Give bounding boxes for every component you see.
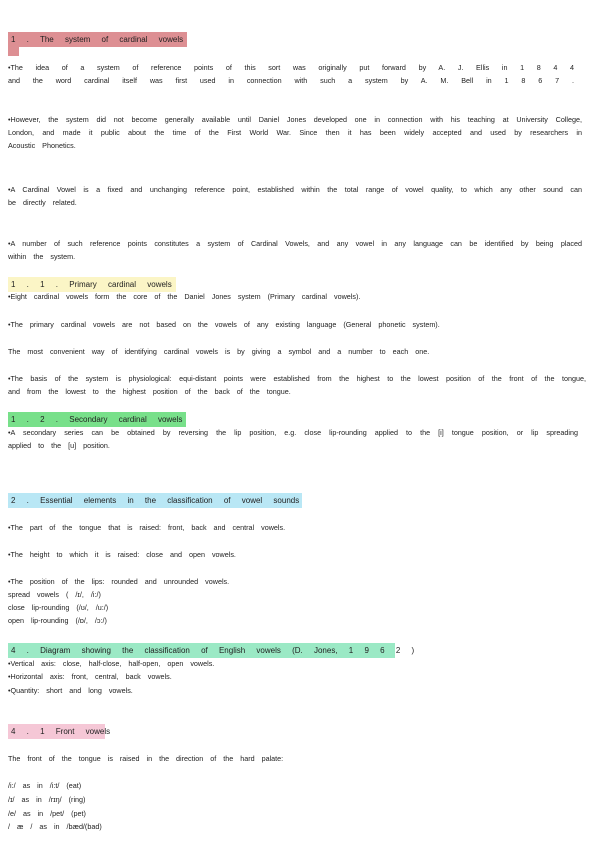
s2-item-2: •The height to which it is raised: close and open vowels. xyxy=(8,550,236,559)
section-1-1-heading: 1 . 1 . Primary cardinal vowels xyxy=(8,277,176,292)
s11-p3: The most convenient way of identifying cardinal vowels is by giving a symbol and a number to each one. xyxy=(8,347,430,356)
s1-p1-line2: and the word cardinal itself was first used in connection with such a system by A. M. Bell in 1 8 6 7 . xyxy=(8,76,574,85)
s2-item-3: •The position of the lips: rounded and unrounded vowels. xyxy=(8,577,230,586)
s2-lips-1: spread vowels ( /ɪ/, /i:/) xyxy=(8,590,101,599)
s2-lips-2: close lip-rounding (/ʊ/, /u:/) xyxy=(8,603,109,612)
s11-p1: •Eight cardinal vowels form the core of the Daniel Jones system (Primary cardinal vowels). xyxy=(8,292,361,301)
s11-p2: •The primary cardinal vowels are not based on the vowels of any existing language (General phonetic system). xyxy=(8,320,440,329)
s41-intro: The front of the tongue is raised in the direction of the hard palate: xyxy=(8,754,284,763)
section-1-2-heading: 1 . 2 . Secondary cardinal vowels xyxy=(8,412,186,427)
s1-p3: •A Cardinal Vowel is a fixed and unchanging reference point, established within the total range of vowel quality, to which any other sound can be directly related. xyxy=(8,185,582,207)
s12-p1: •A secondary series can be obtained by reversing the lip position, e.g. close lip-rounding applied to the [i] tongue position, or lip spreading applied to the [u] position. xyxy=(8,428,578,450)
s41-example-2: /ɪ/ as in /rɪŋ/ (ring) xyxy=(8,795,86,804)
s4-item-3: •Quantity: short and long vowels. xyxy=(8,686,133,695)
s2-item-1: •The part of the tongue that is raised: front, back and central vowels. xyxy=(8,523,286,532)
section-4-heading xyxy=(8,643,415,658)
s2-lips-3: open lip-rounding (/ɒ/, /ɔ:/) xyxy=(8,616,107,625)
s1-p2: •However, the system did not become generally available until Daniel Jones developed one in connection with his teaching at University College, London, and made it public about the time of the First World War. Since then it has been widely accepted and used by researchers in Acoustic Phonetics. xyxy=(8,115,582,150)
s1-p1-line1: •The idea of a system of reference points of this sort was originally put forward by A. J. Ellis in 1 8 4 4 xyxy=(8,63,574,72)
s4-item-2: •Horizontal axis: front, central, back vowels. xyxy=(8,672,172,681)
s1-p4: •A number of such reference points constitutes a system of Cardinal Vowels, and any vowel in any language can be identified by being placed within the system. xyxy=(8,239,582,261)
section-1-heading: 1 . The system of cardinal vowels xyxy=(8,32,187,47)
section-2-heading: 2 . Essential elements in the classification of vowel sounds xyxy=(8,493,302,508)
s41-example-1: /i:/ as in /i:t/ (eat) xyxy=(8,781,82,790)
s11-p4: •The basis of the system is physiological: equi-distant points were established from the highest to the lowest position of the front of the tongue, and from the lowest to the highest position of the back of the tongue. xyxy=(8,374,586,396)
section-4-heading-year: 1 9 6 2 ) xyxy=(348,646,415,655)
s41-example-4: / æ / as in /bæd/(bad) xyxy=(8,822,102,831)
s41-example-3: /e/ as in /pet/ (pet) xyxy=(8,809,86,818)
s4-item-1: •Vertical axis: close, half-close, half-open, open vowels. xyxy=(8,659,215,668)
section-4-heading-text: 4 . Diagram showing the classification of English vowels (D. Jones, xyxy=(11,646,338,655)
section-4-1-heading: 4 . 1 Front vowels xyxy=(8,724,105,739)
